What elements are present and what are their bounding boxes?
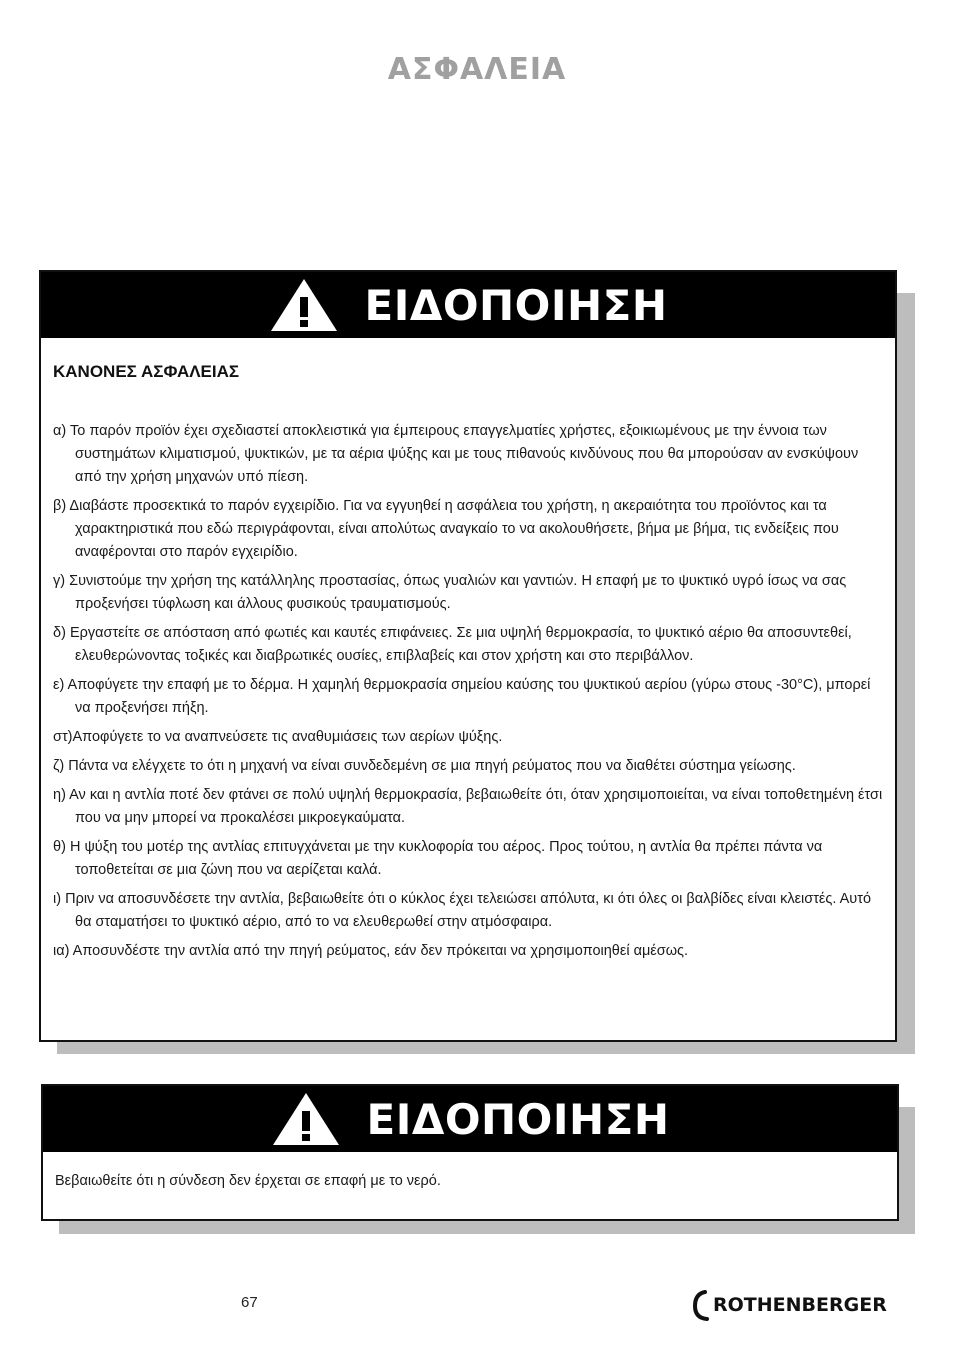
list-item: ε) Αποφύγετε την επαφή με το δέρμα. Η χαμηλή θερμοκρασία σημείου καύσης του ψυκτικού αερίου (γύρω στους -30°C), μπορεί να προξενήσει πήξη. — [53, 677, 871, 716]
list-item: γ) Συνιστούμε την χρήση της κατάλληλης προστασίας, όπως γυαλιών και γαντιών. Η επαφή με το ψυκτικό υγρό ίσως να σας προξενήσει τύφλωση και άλλους φυσικούς τραυματισμούς. — [53, 573, 847, 612]
warning-triangle-icon — [271, 1091, 341, 1147]
list-item: ι) Πριν να αποσυνδέσετε την αντλία, βεβαιωθείτε ότι ο κύκλος έχει τελειώσει απόλυτα, κι ότι όλες οι βαλβίδες είναι κλειστές. Αυτό θα σταματήσει το ψυκτικό αέριο, από το να ελευθερωθεί στην ατμόσφαιρα. — [53, 891, 872, 930]
section-title: ΑΣΦΑΛΕΙΑ — [387, 52, 567, 87]
safety-rules-title: ΚΑΝΟΝΕΣ ΑΣΦΑΛΕΙΑΣ — [53, 362, 240, 381]
warning-box-2-heading: ΕΙΔΟΠΟΙΗΣΗ — [366, 1094, 670, 1144]
warning-triangle-icon — [269, 277, 339, 333]
list-item: η) Αν και η αντλία ποτέ δεν φτάνει σε πολύ υψηλή θερμοκρασία, βεβαιωθείτε ότι, όταν χρησιμοποιείται, να είναι τοποθετημένη έτσι που να μην μπορεί να προκαλέσει μικροεγκαύματα. — [53, 787, 883, 826]
list-item: ζ) Πάντα να ελέγχετε το ότι η μηχανή να είναι συνδεδεμένη σε μια πηγή ρεύματος που να διαθέτει σύστημα γείωσης. — [53, 758, 796, 774]
list-item: ια) Αποσυνδέστε την αντλία από την πηγή ρεύματος, εάν δεν πρόκειται να χρησιμοποιηθεί αμέσως. — [53, 943, 689, 959]
list-item: θ) Η ψύξη του μοτέρ της αντλίας επιτυγχάνεται με την κυκλοφορία του αέρος. Προς τούτου, η αντλία θα πρέπει πάντα να τοποθετείται σε μια ζώνη που να αερίζεται καλά. — [53, 839, 823, 878]
list-item: β) Διαβάστε προσεκτικά το παρόν εγχειρίδιο. Για να εγγυηθεί η ασφάλεια του χρήστη, η ακεραιότητα του προϊόντος και τα χαρακτηριστικά που εδώ περιγράφονται, είναι απολύτως αναγκαίο το να ακολουθήσετε, βήμα με βήμα, τις ενδείξεις που αναφέρονται στο παρόν εγχειρίδιο. — [53, 498, 839, 560]
list-item: α) Το παρόν προϊόν έχει σχεδιαστεί αποκλειστικά για έμπειρους επαγγελματίες χρήστες, εξοικιωμένους με την έννοια των συστημάτων κλιματισμού, ψυκτικών, με τα αέρια ψύξης και με τους πιθανούς κινδύνους που θα μπορούσαν αν ενσκύψουν από την χρήση μηχανών υπό πίεση. — [53, 423, 859, 485]
page-number: 67 — [241, 1294, 258, 1311]
list-item: στ)Αποφύγετε το να αναπνεύσετε τις αναθυμιάσεις των αερίων ψύξης. — [53, 729, 503, 745]
water-contact-warning-text: Βεβαιωθείτε ότι η σύνδεση δεν έρχεται σε επαφή με το νερό. — [55, 1173, 441, 1189]
logo-text: ROTHENBERGER — [713, 1294, 887, 1316]
warning-box-1 — [39, 270, 897, 1042]
warning-box-1-header — [41, 272, 895, 338]
list-item: δ) Εργαστείτε σε απόσταση από φωτιές και καυτές επιφάνειες. Σε μια υψηλή θερμοκρασία, το ψυκτικό αέριο θα αποσυντεθεί, ελευθερώνοντας τοξικές και διαβρωτικές ουσίες, επιβλαβείς και στον χρήστη και στο περιβάλλον. — [53, 625, 852, 664]
rothenberger-logo — [691, 1288, 887, 1322]
warning-box-2 — [41, 1084, 899, 1221]
warning-box-1-heading: ΕΙΔΟΠΟΙΗΣΗ — [364, 280, 668, 330]
warning-box-2-header — [43, 1086, 897, 1152]
safety-rules-list — [51, 420, 887, 969]
